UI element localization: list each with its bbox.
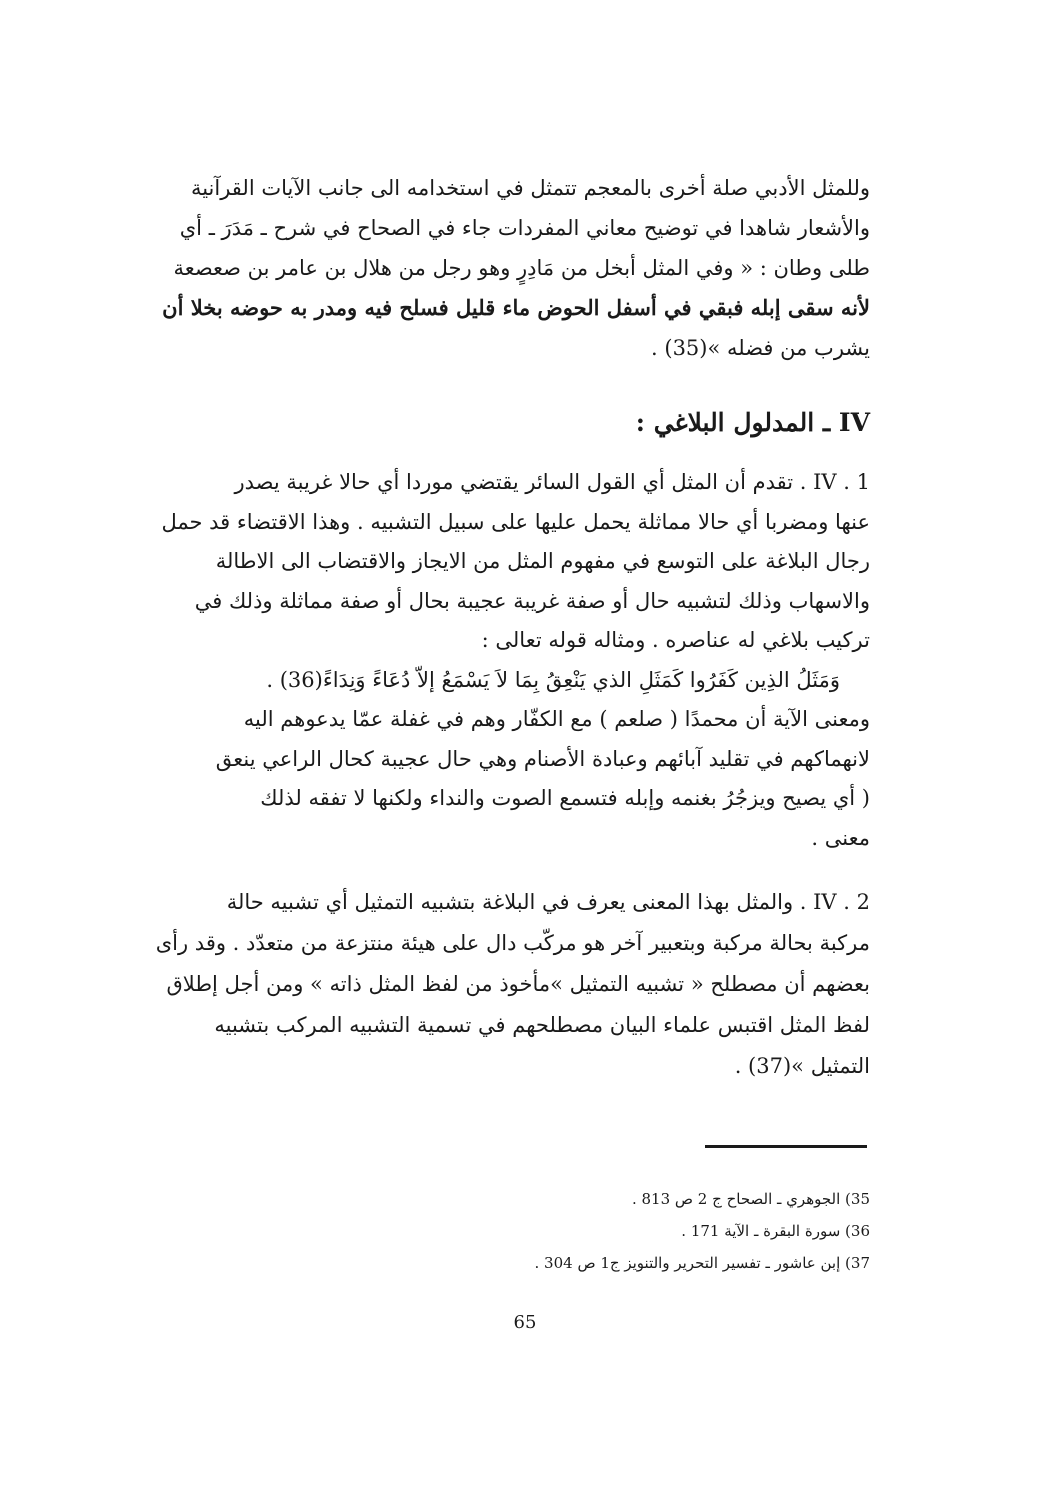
- text-line: تركيب بلاغي له عناصره . ومثاله قوله تعالى :: [481, 628, 870, 652]
- footnote-36: 36) سورة البقرة ـ الآية 171 .: [681, 1222, 870, 1240]
- page-number: 65: [513, 1312, 537, 1333]
- text-line: IV . 1 . تقدم أن المثل أي القول السائر يقتضي موردا أي حالا غريبة يصدر: [234, 470, 870, 494]
- text-line: يشرب من فضله »(35) .: [651, 336, 870, 360]
- text-line: ومعنى الآية أن محمدًا ( صلعم ) مع الكفّار وهم في غفلة عمّا يدعوهم اليه: [243, 707, 870, 731]
- paragraph-section-2: [150, 882, 870, 1087]
- footnote-35: 35) الجوهري ـ الصحاح ج 2 ص 813 .: [631, 1190, 870, 1208]
- text-line: ( أي يصيح ويزجُرُ بغنمه وإبله فتسمع الصوت والنداء ولكنها لا تفقه لذلك: [260, 786, 870, 810]
- text-line: لانهماكهم في تقليد آبائهم وعبادة الأصنام وهي حال عجيبة كحال الراعي ينعق: [215, 746, 870, 771]
- text-line: مركبة بحالة مركبة وبتعبير آخر هو مركّب دال على هيئة منتزعة من متعدّد . وقد رأى: [155, 931, 870, 955]
- text-line: والاسهاب وذلك لتشبيه حال أو صفة غريبة عجيبة بحال أو صفة مماثلة وذلك في: [194, 588, 870, 613]
- text-line: لفظ المثل اقتبس علماء البيان مصطلحهم في تسمية التشبيه المركب بتشبيه: [214, 1013, 870, 1037]
- text-line: معنى .: [811, 825, 870, 850]
- text-line: لأنه سقى إبله فبقي في أسفل الحوض ماء قليل فسلح فيه ومدر به حوضه بخلا أن: [162, 295, 870, 320]
- text-line: والأشعار شاهدا في توضيح معاني المفردات جاء في الصحاح في شرح ـ مَدَرَ ـ أي: [179, 216, 870, 240]
- quran-verse: وَمَثَلُ الذِين كَفَرُوا كَمَثَلِ الذي يَنْعِقُ بِمَا لاَ يَسْمَعُ إلاّ دُعَاءً وَنِدَاءً(36) .: [266, 667, 840, 692]
- text-line: IV . 2 . والمثل بهذا المعنى يعرف في البلاغة بتشبيه التمثيل أي تشبيه حالة: [226, 890, 870, 914]
- paragraph-lexicon-relation: [150, 168, 870, 368]
- text-line: عنها ومضربا أي حالا مماثلة يحمل عليها على سبيل التشبيه . وهذا الاقتضاء قد حمل: [161, 509, 870, 534]
- text-line: طلى وطان : « وفي المثل أبخل من مَادِرٍ وهو رجل من هلال بن عامر بن صعصعة: [173, 256, 870, 280]
- section-heading: IV ـ المدلول البلاغي :: [635, 408, 870, 437]
- footnotes: [470, 1183, 870, 1279]
- text-line: رجال البلاغة على التوسع في مفهوم المثل من الايجاز والاقتضاب الى الاطالة: [215, 549, 870, 573]
- paragraph-section-1: [150, 463, 870, 858]
- text-line: بعضهم أن مصطلح « تشبيه التمثيل »مأخوذ من لفظ المثل ذاته » ومن أجل إطلاق: [166, 972, 870, 996]
- text-line: وللمثل الأدبي صلة أخرى بالمعجم تتمثل في استخدامه الى جانب الآيات القرآنية: [190, 176, 870, 200]
- footnote-divider: [705, 1145, 867, 1148]
- footnote-37: 37) إبن عاشور ـ تفسير التحرير والتنويز ج1 ص 304 .: [534, 1254, 870, 1272]
- text-line: التمثيل »(37) .: [734, 1054, 870, 1078]
